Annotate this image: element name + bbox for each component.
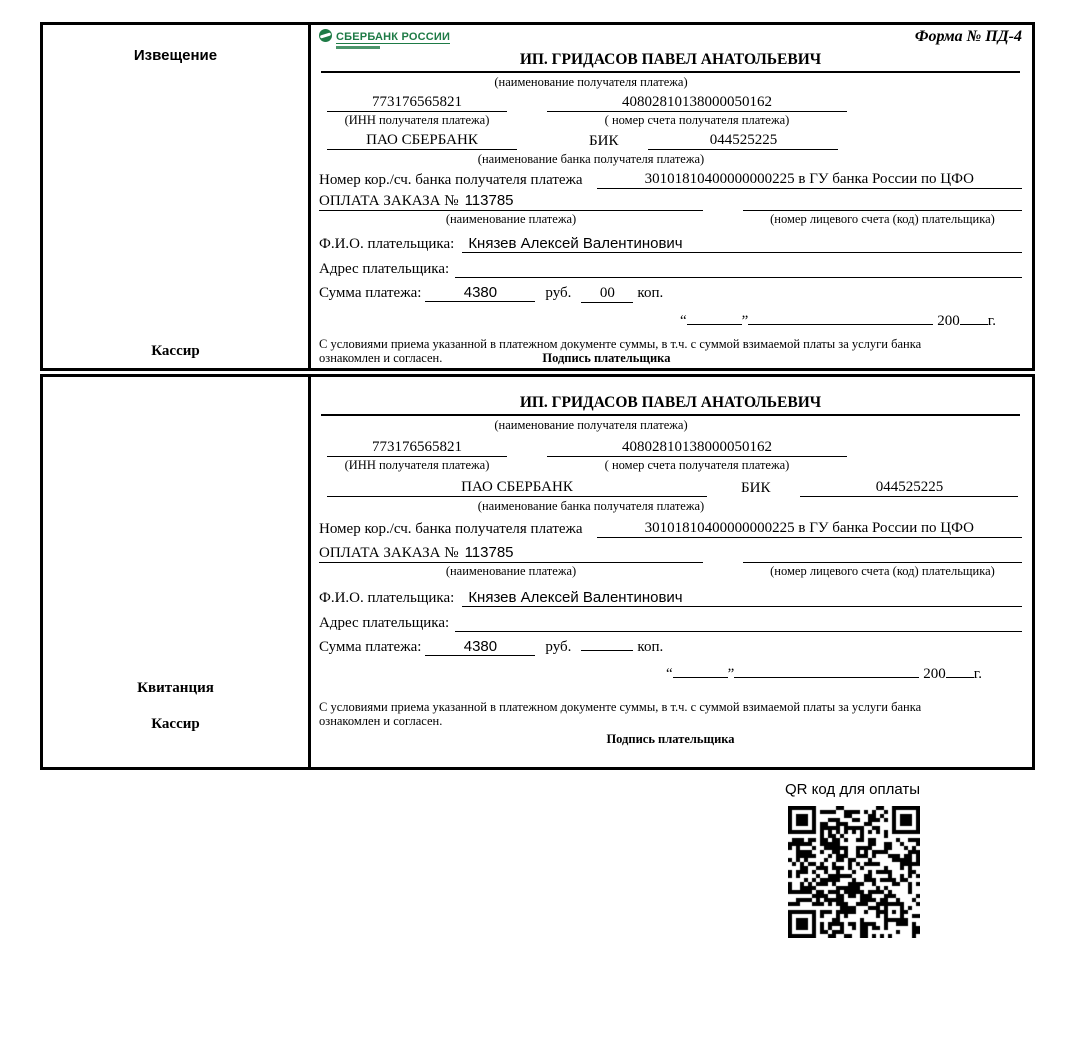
payer-address-label: Адрес плательщика: bbox=[319, 260, 450, 277]
bank-name-caption: (наименование банка получателя платежа) bbox=[477, 151, 705, 166]
payment-name-caption: (наименование платежа) bbox=[445, 564, 577, 579]
bank-name-value: ПАО СБЕРБАНК bbox=[327, 479, 707, 497]
sberbank-logo bbox=[319, 28, 450, 49]
payer-code-blank-line bbox=[743, 546, 1022, 563]
receipt-main-cell bbox=[311, 377, 1032, 767]
date-day-blank bbox=[673, 663, 728, 678]
payer-account-caption: (номер лицевого счета (код) плательщика) bbox=[770, 564, 995, 579]
payee-inn-caption: (ИНН получателя платежа) bbox=[344, 112, 490, 127]
amount-kop-blank bbox=[581, 650, 633, 651]
bik-value: 044525225 bbox=[648, 132, 838, 150]
payer-fio-value: Князев Алексей Валентинович bbox=[462, 235, 1022, 253]
agreement-line2: ознакомлен и согласен. bbox=[319, 350, 443, 365]
rub-label: руб. bbox=[545, 639, 572, 656]
payer-account-caption: (номер лицевого счета (код) плательщика) bbox=[770, 212, 995, 227]
qr-caption: QR код для оплаты bbox=[784, 781, 920, 798]
kop-label: коп. bbox=[637, 639, 664, 656]
corr-account-value: 30101810400000000225 в ГУ банка России по ЦФО bbox=[597, 171, 1022, 189]
qr-code bbox=[788, 806, 922, 940]
notice-cashier-label: Кассир bbox=[151, 343, 200, 359]
payer-signature-label: Подпись плательщика bbox=[606, 732, 735, 747]
quote-close: ” bbox=[741, 313, 749, 330]
payee-account-caption: ( номер счета получателя платежа) bbox=[604, 457, 790, 472]
payee-name: ИП. ГРИДАСОВ ПАВЕЛ АНАТОЛЬЕВИЧ bbox=[321, 51, 1020, 73]
amount-rub-value: 4380 bbox=[425, 284, 535, 302]
payer-fio-label: Ф.И.О. плательщика: bbox=[319, 235, 455, 252]
amount-kop-value: 00 bbox=[581, 285, 633, 303]
year-prefix: 200 bbox=[937, 313, 960, 330]
date-year-blank bbox=[960, 310, 988, 325]
payer-address-blank-line bbox=[455, 614, 1022, 632]
receipt-title: Квитанция bbox=[137, 680, 214, 696]
amount-label: Сумма платежа: bbox=[319, 285, 422, 302]
year-suffix: г. bbox=[973, 666, 982, 683]
payee-inn-value: 773176565821 bbox=[327, 439, 507, 457]
receipt-section bbox=[40, 374, 1035, 770]
corr-account-label: Номер кор./сч. банка получателя платежа bbox=[319, 520, 583, 537]
notice-side-cell bbox=[43, 25, 311, 368]
quote-open: “ bbox=[679, 313, 687, 330]
notice-section bbox=[40, 22, 1035, 371]
agreement-line2: ознакомлен и согласен. bbox=[319, 713, 443, 728]
date-month-blank bbox=[748, 310, 933, 325]
receipt-cashier-label: Кассир bbox=[151, 716, 200, 732]
payer-address-label: Адрес плательщика: bbox=[319, 614, 450, 631]
payment-purpose-label: ОПЛАТА ЗАКАЗА № bbox=[319, 544, 459, 561]
receipt-side-cell bbox=[43, 377, 311, 767]
amount-label: Сумма платежа: bbox=[319, 639, 422, 656]
year-suffix: г. bbox=[987, 313, 996, 330]
sberbank-logo-text: СБЕРБАНК РОССИИ bbox=[336, 31, 451, 43]
payer-address-blank-line bbox=[455, 260, 1022, 278]
bik-label: БИК bbox=[589, 132, 619, 149]
bik-label: БИК bbox=[741, 479, 771, 496]
payee-inn-value: 773176565821 bbox=[327, 94, 507, 112]
payee-account-value: 40802810138000050162 bbox=[547, 94, 847, 112]
kop-label: коп. bbox=[637, 285, 664, 302]
order-number-value: 113785 bbox=[464, 191, 514, 209]
year-prefix: 200 bbox=[923, 666, 946, 683]
payment-name-caption: (наименование платежа) bbox=[445, 212, 577, 227]
corr-account-label: Номер кор./сч. банка получателя платежа bbox=[319, 171, 583, 188]
payment-purpose-label: ОПЛАТА ЗАКАЗА № bbox=[319, 192, 459, 209]
notice-main-cell bbox=[311, 25, 1032, 368]
quote-close: ” bbox=[727, 666, 735, 683]
sberbank-emblem-icon bbox=[319, 29, 332, 42]
payee-account-value: 40802810138000050162 bbox=[547, 439, 847, 457]
corr-account-value: 30101810400000000225 в ГУ банка России по ЦФО bbox=[597, 520, 1022, 538]
date-day-blank bbox=[687, 310, 742, 325]
form-number-label: Форма № ПД-4 bbox=[914, 28, 1022, 45]
payee-account-caption: ( номер счета получателя платежа) bbox=[604, 112, 790, 127]
order-number-value: 113785 bbox=[464, 543, 514, 561]
qr-code-image bbox=[788, 806, 920, 938]
agreement-line1: С условиями приема указанной в платежном документе суммы, в т.ч. с суммой взимаемой платы за услуги банка bbox=[319, 699, 922, 714]
bik-value: 044525225 bbox=[800, 479, 1018, 497]
notice-title: Извещение bbox=[133, 47, 218, 64]
payee-inn-caption: (ИНН получателя платежа) bbox=[344, 457, 490, 472]
payee-name-caption: (наименование получателя платежа) bbox=[494, 417, 688, 432]
amount-rub-value: 4380 bbox=[425, 638, 535, 656]
date-month-blank bbox=[734, 663, 919, 678]
quote-open: “ bbox=[665, 666, 673, 683]
payee-name-caption: (наименование получателя платежа) bbox=[494, 74, 688, 89]
date-year-blank bbox=[946, 663, 974, 678]
payer-fio-value: Князев Алексей Валентинович bbox=[462, 589, 1022, 607]
bank-name-value: ПАО СБЕРБАНК bbox=[327, 132, 517, 150]
agreement-line1: С условиями приема указанной в платежном документе суммы, в т.ч. с суммой взимаемой платы за услуги банка bbox=[319, 336, 922, 351]
sberbank-logo-tagline-bar bbox=[336, 46, 380, 49]
payee-name: ИП. ГРИДАСОВ ПАВЕЛ АНАТОЛЬЕВИЧ bbox=[321, 394, 1020, 416]
rub-label: руб. bbox=[545, 285, 572, 302]
payer-code-blank-line bbox=[743, 194, 1022, 211]
payer-signature-label: Подпись плательщика bbox=[542, 350, 671, 365]
payer-fio-label: Ф.И.О. плательщика: bbox=[319, 589, 455, 606]
bank-name-caption: (наименование банка получателя платежа) bbox=[477, 498, 705, 513]
